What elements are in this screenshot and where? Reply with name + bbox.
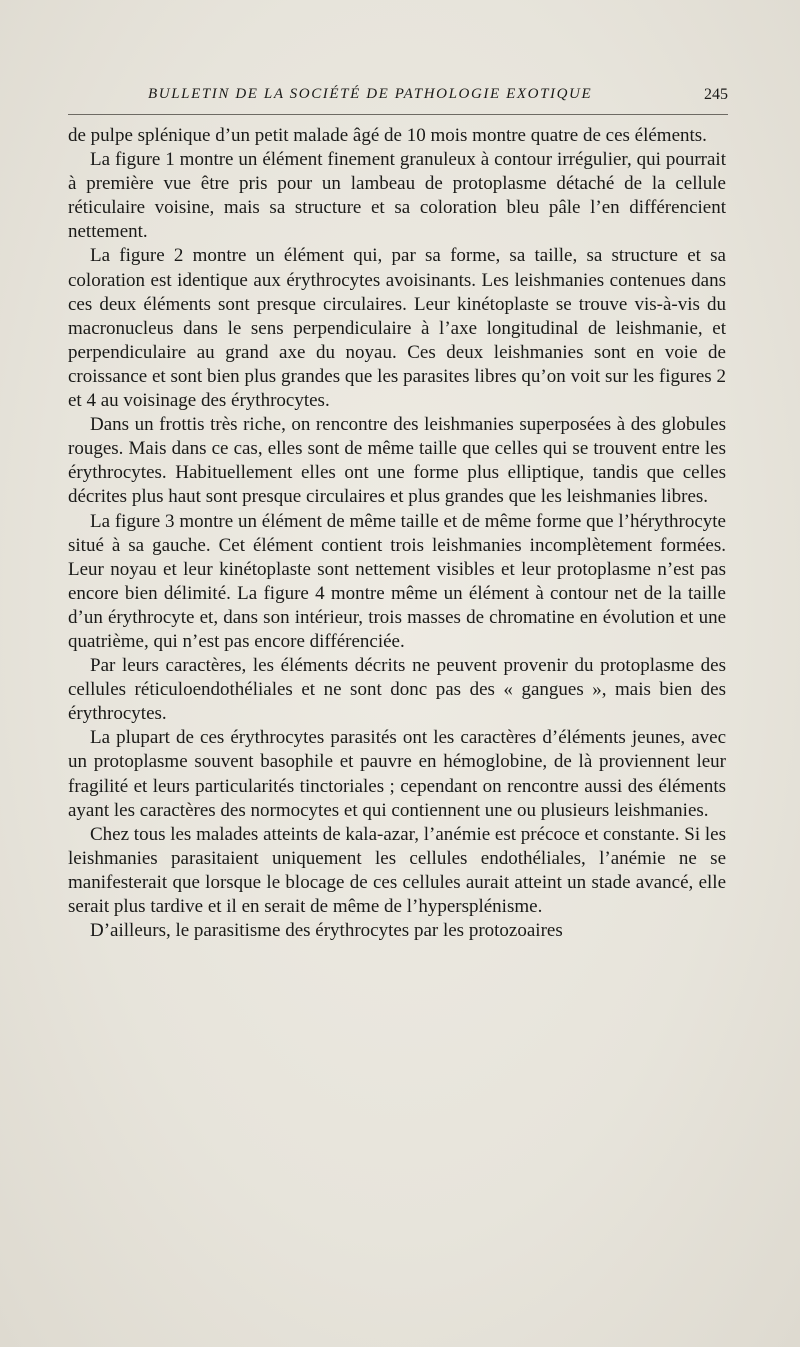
running-title: BULLETIN DE LA SOCIÉTÉ DE PATHOLOGIE EXOTIQUE bbox=[148, 86, 593, 102]
paragraph-characters: Par leurs caractères, les éléments décrits ne peuvent provenir du protoplasme des cellules réticuloendothéliales et ne sont donc pas des « gangues », mais bien des érythrocytes. bbox=[68, 655, 726, 725]
paragraph-young-erythrocytes: La plupart de ces érythrocytes parasités ont les caractères d’éléments jeunes, avec un protoplasme souvent basophile et pauvre en hémoglobine, de là proviennent leur fragilité et leurs particularités tinctoriales ; cependant on rencontre aussi des éléments ayant les caractères des normocytes et qui contiennent une ou plusieurs leishmanies. bbox=[68, 727, 726, 821]
paragraph-anemia: Chez tous les malades atteints de kala-azar, l’anémie est précoce et constante. Si les leishmanies parasitaient uniquement les cellules endothéliales, l’anémie ne se manifesterait que lorsque le blocage de ces cellules aurait atteint un stade avancé, elle serait plus tardive et il en serait de même de l’hypersplénisme. bbox=[68, 823, 727, 917]
paragraph-figure-2: La figure 2 montre un élément qui, par sa forme, sa taille, sa structure et sa coloration est identique aux érythrocytes avoisinants. Les leishmanies contenues dans ces deux éléments sont presque circulaires. Leur kinétoplaste se trouve vis-à-vis du macronucleus dans le sens perpendiculaire à l’axe longitudinal de leishmanie, et perpendiculaire au grand axe du noyau. Ces deux leishmanies sont en voie de croissance et sont bien plus grandes que les parasites libres qu’on voit sur les figures 2 et 4 au voisinage des érythrocytes. bbox=[68, 245, 726, 412]
running-head bbox=[68, 86, 728, 110]
paragraph-rich-smear: Dans un frottis très riche, on rencontre des leishmanies superposées à des globules rouges. Mais dans ce cas, elles sont de même taille que celles qui se trouvent entre les érythrocytes. Habituellement elles ont une forme plus elliptique, tandis que celles décrites plus haut sont presque circulaires et plus grandes que les leishmanies libres. bbox=[68, 414, 726, 508]
article-body bbox=[68, 124, 726, 943]
paragraph-figure-1: La figure 1 montre un élément finement granuleux à contour irrégulier, qui pourrait à première vue être pris pour un lambeau de protoplasme détaché de la cellule réticulaire voisine, mais sa structure et sa coloration bleu pâle l’en différencient nettement. bbox=[68, 149, 726, 243]
paragraph-parasitism: D’ailleurs, le parasitisme des érythrocytes par les protozoaires bbox=[90, 920, 563, 942]
paragraph-continuation: de pulpe splénique d’un petit malade âgé de 10 mois montre quatre de ces éléments. bbox=[68, 125, 707, 146]
page-number: 245 bbox=[704, 86, 728, 103]
header-rule bbox=[68, 114, 728, 115]
paragraph-figure-3-4: La figure 3 montre un élément de même taille et de même forme que l’hérythrocyte situé à sa gauche. Cet élément contient trois leishmanies incomplètement formées. Leur noyau et leur kinétoplaste sont nettement visibles et leur protoplasme n’est pas encore bien délimité. La figure 4 montre même un élément à contour net de la taille d’un érythrocyte et, dans son intérieur, trois masses de chromatine en évolution et une quatrième, qui n’est pas encore différenciée. bbox=[68, 510, 726, 652]
